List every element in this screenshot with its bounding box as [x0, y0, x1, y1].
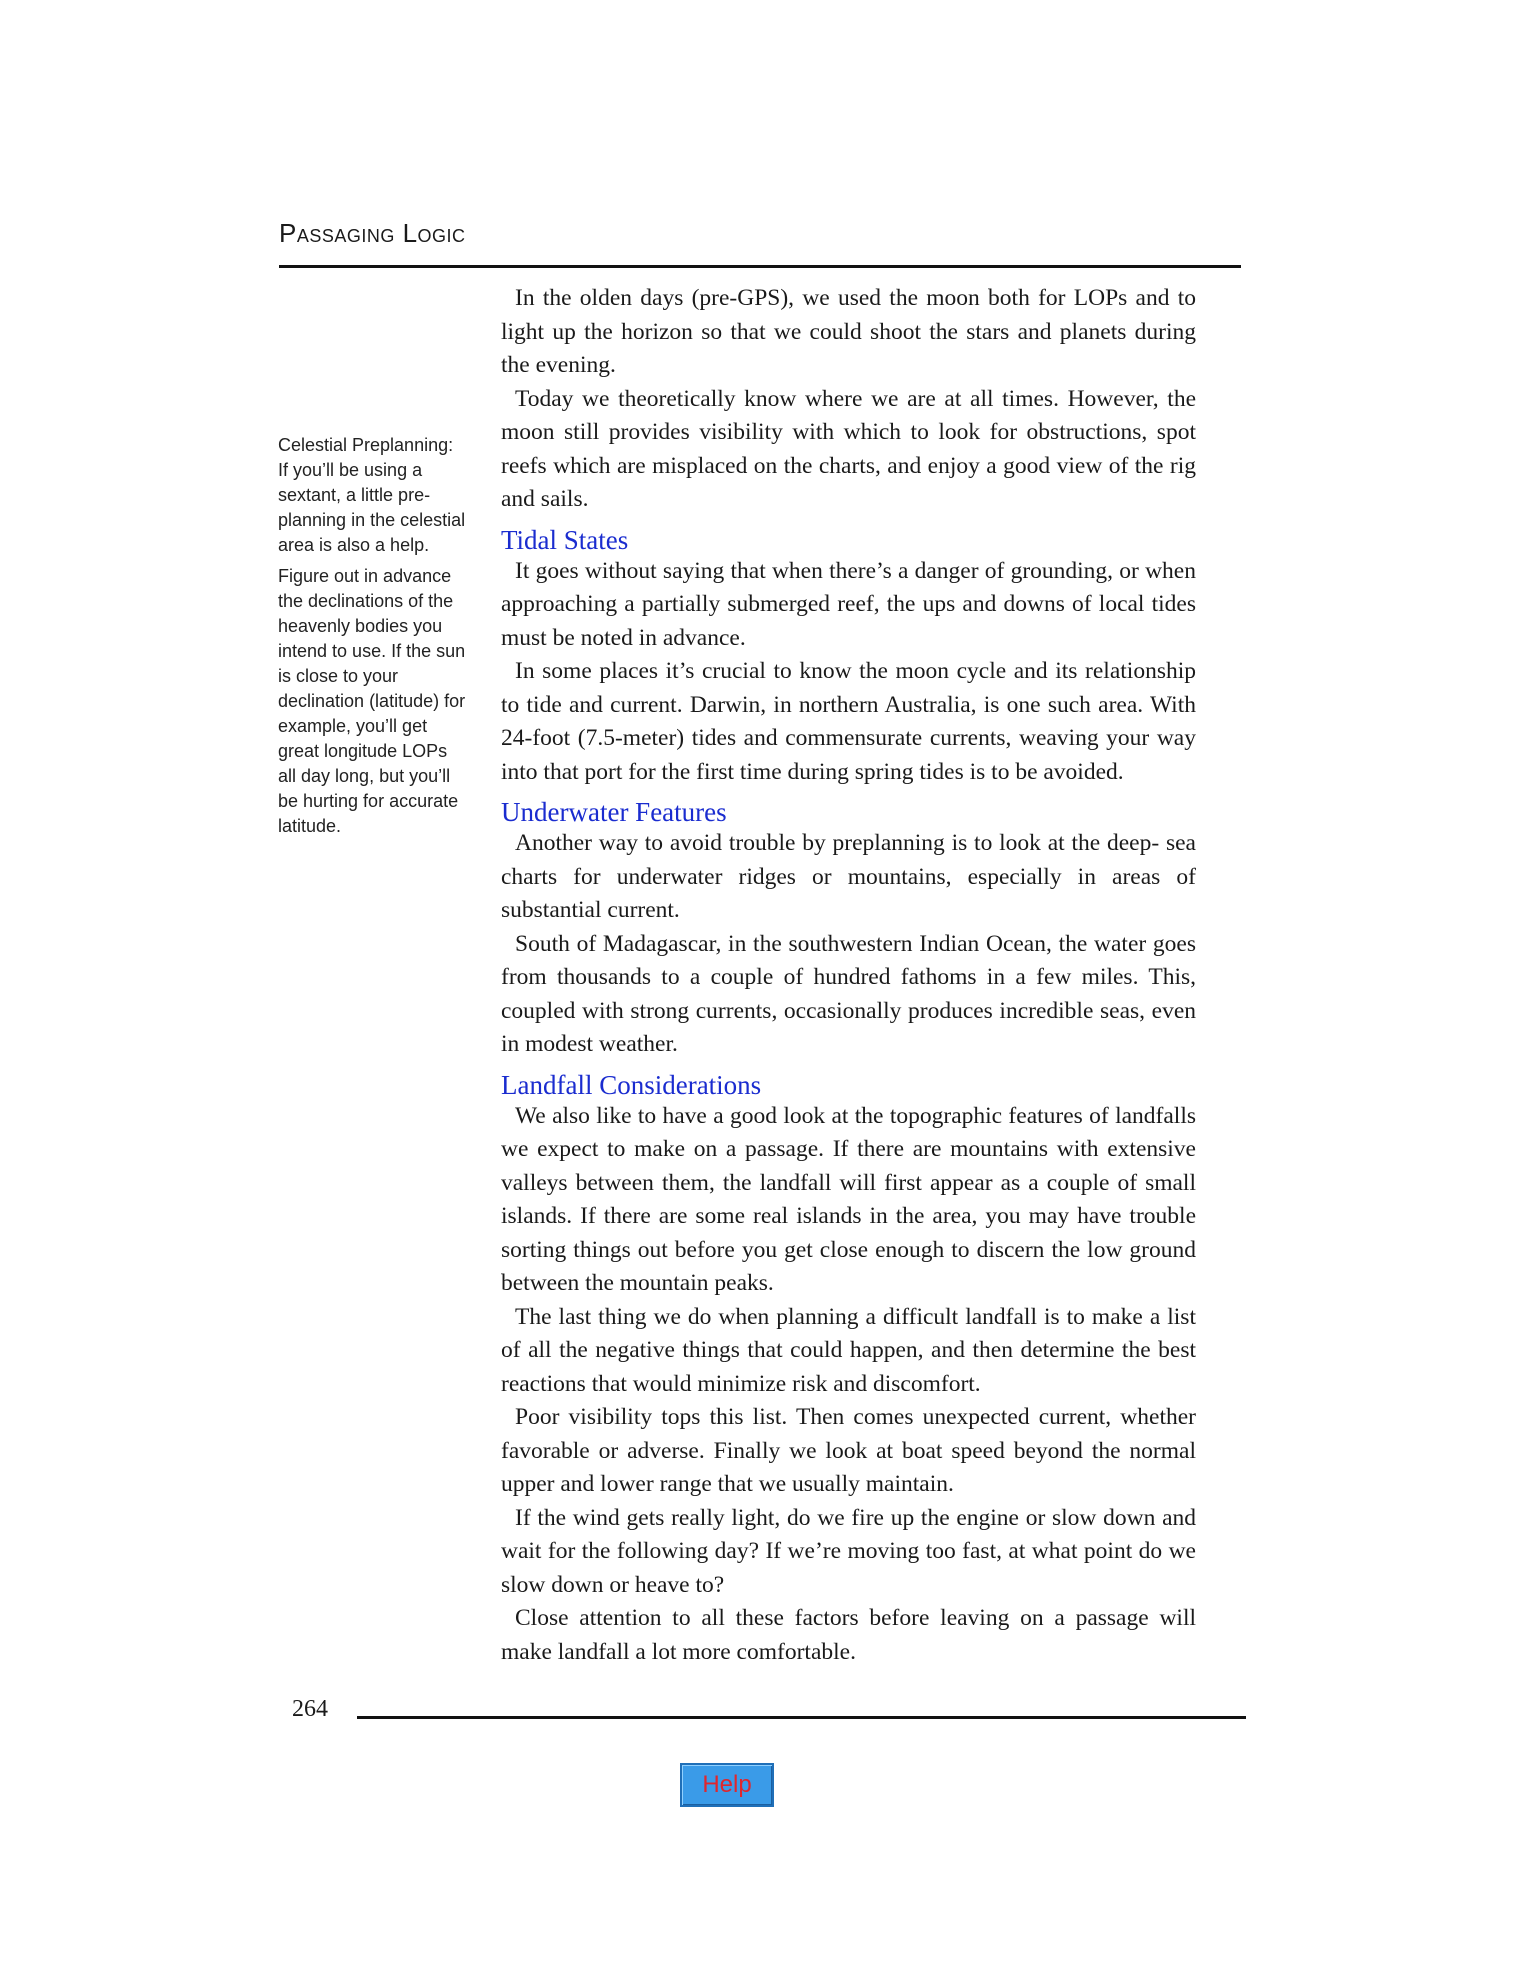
header-rule: [279, 265, 1241, 268]
body-paragraph: Close attention to all these factors before leaving on a passage will make landfall a lot more comfortable.: [501, 1605, 1196, 1665]
section-heading-landfall-considerations: Landfall Considerations: [501, 1069, 762, 1100]
page-number: 264: [292, 1696, 328, 1722]
sidebar-paragraph: Figure out in advance the declinations of the heavenly bodies you intend to use. If the sun is close to your declination (latitude) for example, you’ll get great longitude LOPs all day long, but you’ll be hurting for accurate latitude.: [278, 566, 466, 836]
body-paragraph: Poor visibility tops this list. Then comes unexpected current, whether favorable or adverse. Finally we look at boat speed beyond the normal upper and lower range that we usually maintain.: [501, 1404, 1196, 1497]
footer-rule: [357, 1716, 1246, 1719]
body-paragraph: In some places it’s crucial to know the moon cycle and its relationship to tide and current. Darwin, in northern Australia, is one such area. With 24-foot (7.5-meter) tides and commensurate currents, weaving your way into that port for the first time during spring tides is to be avoided.: [501, 658, 1196, 785]
sidebar-note: [278, 433, 468, 845]
section-heading-tidal-states: Tidal States: [501, 524, 629, 555]
body-paragraph: The last thing we do when planning a difficult landfall is to make a list of all the negative things that could happen, and then determine the best reactions that would minimize risk and discomfort.: [501, 1303, 1196, 1397]
section-heading-underwater-features: Underwater Features: [501, 797, 727, 827]
body-paragraph: We also like to have a good look at the topographic features of landfalls we expect to make on a passage. If there are mountains with extensive valleys between them, the landfall will first appear as a couple of small islands. If there are some real islands in the area, you may have trouble sorting things out before you get close enough to discern the low ground between the mountain peaks.: [501, 1102, 1196, 1296]
help-button[interactable]: Help: [680, 1763, 774, 1807]
body-paragraph: In the olden days (pre-GPS), we used the moon both for LOPs and to light up the horizon so that we could shoot the stars and planets during the evening.: [501, 285, 1196, 378]
main-body: [501, 282, 1196, 1669]
body-paragraph: Today we theoretically know where we are at all times. However, the moon still provides visibility with which to look for obstructions, spot reefs which are misplaced on the charts, and enjoy a good view of the rig and sails.: [501, 385, 1196, 512]
body-paragraph: Another way to avoid trouble by preplanning is to look at the deep- sea charts for underwater ridges or mountains, especially in areas of substantial current.: [501, 830, 1196, 923]
body-paragraph: It goes without saying that when there’s a danger of grounding, or when approaching a partially submerged reef, the ups and downs of local tides must be noted in advance.: [501, 557, 1196, 651]
body-paragraph: South of Madagascar, in the southwestern Indian Ocean, the water goes from thousands to a couple of hundred fathoms in a few miles. This, coupled with strong currents, occasionally produces incredible seas, even in modest weather.: [501, 930, 1196, 1057]
header-title: Passaging Logic: [279, 218, 466, 248]
body-paragraph: If the wind gets really light, do we fire up the engine or slow down and wait for the following day? If we’re moving too fast, at what point do we slow down or heave to?: [501, 1504, 1196, 1598]
sidebar-paragraph: Celestial Preplanning: If you’ll be using a sextant, a little pre-planning in the celestial area is also a help.: [278, 435, 466, 555]
